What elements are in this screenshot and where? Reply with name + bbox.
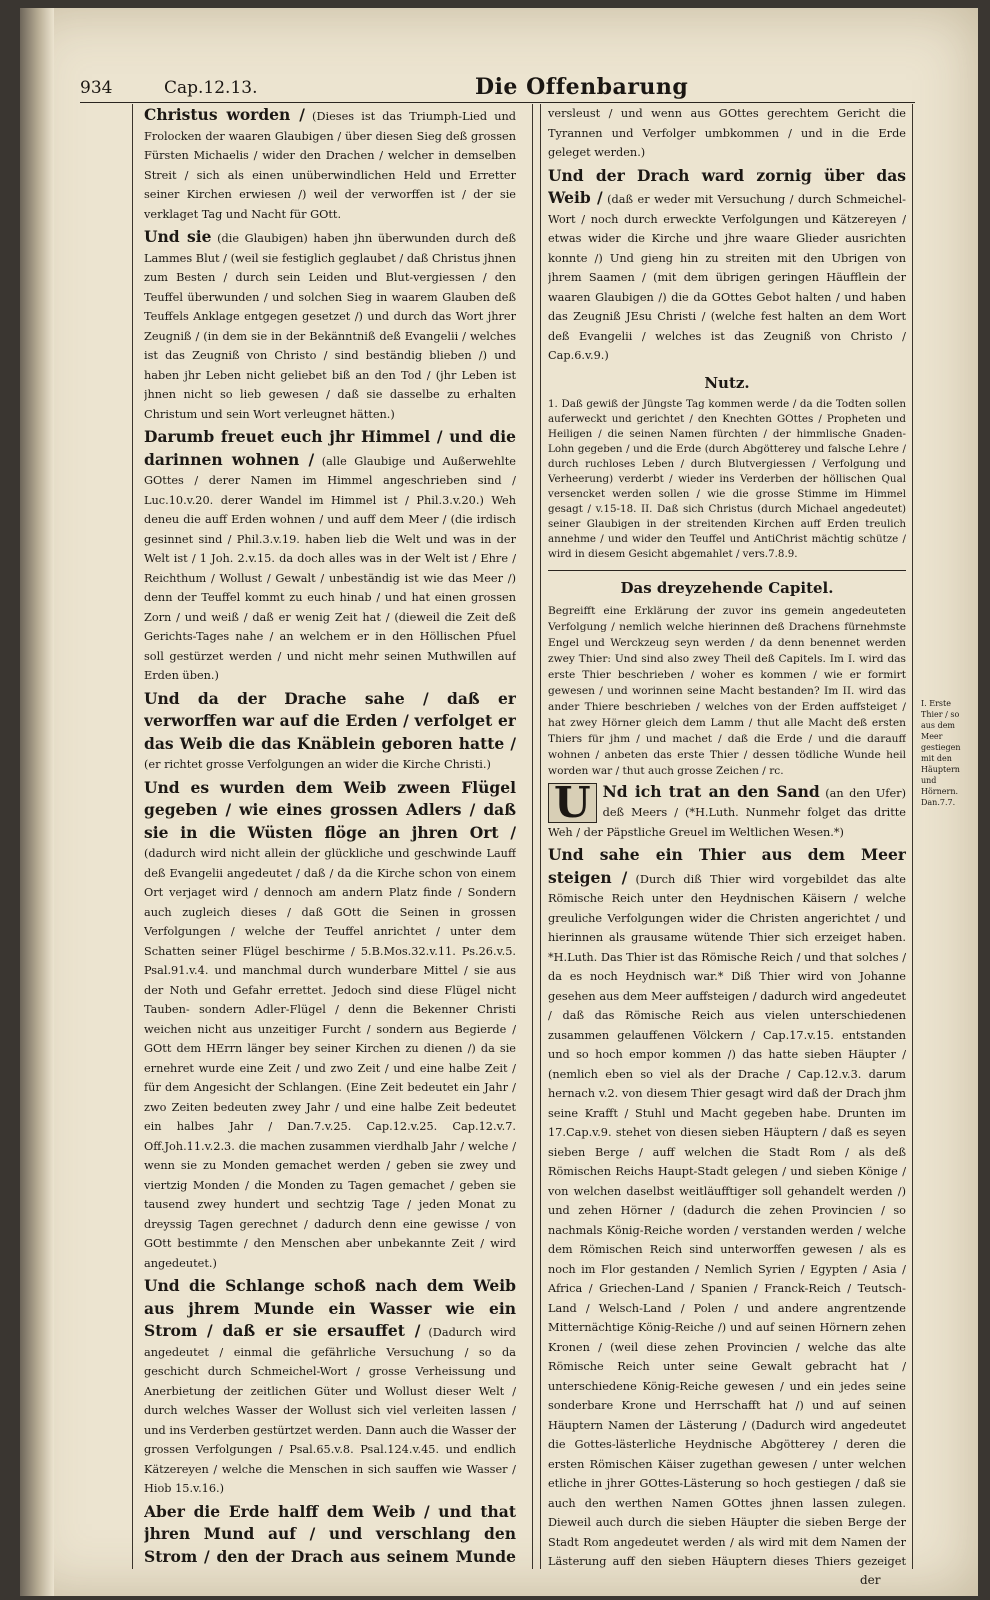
right-margin-rule	[912, 104, 913, 1569]
verse-lead: Nd ich trat an den Sand	[602, 781, 820, 801]
verse-lead: Aber die Erde halff dem Weib / und that jhren Mund auf / und verschlang den Strom / den der Drach aus seinem Munde	[144, 1501, 516, 1566]
chapter-reference: Cap.12.13.	[164, 78, 258, 98]
left-margin-rule	[132, 104, 133, 1569]
verse-lead: Und der Drach ward zornig über das Weib /	[548, 165, 906, 207]
verse-lead: Christus worden /	[144, 105, 305, 124]
drop-cap: U	[548, 783, 597, 823]
verse-gloss: (daß er weder mit Versuchung / durch Schmeichel-Wort / noch durch erweckte Verfolgungen und Kätzereyen / etwas wider die Kirche und jhre waare Glieder ausrichten konnte /) Und gieng hin zu streiten mit den Ubrigen von jhrem Saamen / (mit dem übrigen geringen Häufflein der waaren Glaubigen /) die da GOttes Gebot halten / und haben das Zeugniß JEsu Christi / (welche fest halten an dem Wort deß Evangelii / welches ist das Zeugniß von Christo / Cap.6.v.9.)	[548, 193, 906, 362]
verse-1	[548, 844, 906, 1569]
verse-gloss: (Dieses ist das Triumph-Lied und Frolocken der waaren Glaubigen / über diesen Sieg deß grossen Fürsten Michaelis / wider den Drachen / welcher in demselben Streit / sich als einen unüberwindlichen Held und Erretter seiner Kirchen erwiesen /) weil der verworffen ist / der sie verklaget Tag und Nacht für GOtt.	[144, 110, 516, 221]
verse-block	[144, 426, 516, 686]
verse-block	[144, 1275, 516, 1499]
catchword: der	[860, 1573, 881, 1587]
nutz-heading: Nutz.	[704, 373, 750, 392]
verse-17	[548, 165, 906, 366]
column-divider	[532, 104, 533, 1569]
verse-gloss: (dadurch wird nicht allein der glückliche und geschwinde Lauff deß Evangelii angedeutet / daß / da die Kirche schon von einem Ort verjaget wird / dennoch am andern Platz finde / Sondern auch zugleich dieses / daß GOtt die Seinen in grossen Verfolgungen / welche der Teuffel anrichtet / unter dem Schatten seiner Flügel beschirme / 5.B.Mos.32.v.11. Ps.26.v.5. Psal.91.v.4. und manchmal durch wunderbare Mittel / sie aus der Noth und Gefahr errettet. Jedoch sind diese Flügel nicht Tauben- sondern Adler-Flügel / denn die Bekenner Christi weichen nicht aus unzeitiger Furcht / sondern aus Begierde / GOtt dem HErrn länger bey seiner Kirchen zu dienen /) da sie ernehret wurde eine Zeit / und zwo Zeit / und eine halbe Zeit / für dem Angesicht der Schlangen. (Eine Zeit bedeutet ein Jahr / zwo Zeiten bedeuten zwey Jahr / und eine halbe Zeit bedeutet ein halbes Jahr / Dan.7.v.25. Cap.12.v.25. Cap.12.v.7. Off.Joh.11.v.2.3. die machen zusammen vierdhalb Jahr / welche / wenn sie zu Monden gemachet werden / geben sie zwey und viertzig Monden / die Monden zu Tagen gemachet / geben sie tausend zwey hundert und sechtzig Tage / jeden Monat zu dreyssig Tagen gerechnet / dadurch denn eine gewisse / von GOtt bestimmte / den Menschen aber unbekannte Zeit / wird angedeutet.)	[144, 847, 516, 1270]
verse-lead: Und sahe ein Thier aus dem Meer steigen /	[548, 845, 906, 887]
verse-lead: Und es wurden dem Weib zween Flügel gegeben / wie eines grossen Adlers / daß sie in die Wüsten flöge an jhren Ort /	[144, 777, 516, 842]
page-number: 934	[80, 78, 113, 98]
verse-block	[144, 226, 516, 424]
nutz-text: 1. Daß gewiß der Jüngste Tag kommen werde / da die Todten sollen auferweckt und gerichtet / den Knechten GOttes / Propheten und Heiligen / die seinen Namen fürchten / der himmlische Gnaden-Lohn gegeben / und die Erde (durch Abgötterey und falsche Lehre / durch ruchloses Leben / durch Blutvergiessen / Verfolgung und Verheerung) verderbt / wieder ins Verderben der höllischen Qual versencket werden sollen / wie die grosse Stimme im Himmel gesagt / v.15-18. II. Daß sich Christus (durch Michael angedeutet) seiner Glaubigen in der streitenden Kirchen auff Erden treulich annehme / und wider den Teuffel und AntiChrist mächtig schütze / wird in diesem Gesicht abgemahlet / vers.7.8.9.	[548, 398, 906, 560]
margin-note: I. Erste Thier / so aus dem Meer gestiegen mit den Häuptern und Hörnern. Dan.7.7.	[921, 699, 961, 807]
verse-lead: Und die Schlange schoß nach dem Weib aus jhrem Munde ein Wasser wie ein Strom / daß er sie ersauffet /	[144, 1276, 516, 1340]
verse-gloss: (Dadurch wird angedeutet / einmal die gefährliche Versuchung / so da geschicht durch Schmeichel-Wort / grosse Verheissung und Anerbietung der zeitlichen Güter und Wollust dieser Welt / durch welches Wasser der Wollust sich viel verleiten lassen / und ins Verderben gestürtzet werden. Dann auch die Wasser der grossen Verfolgungen / Psal.65.v.8. Psal.124.v.45. und endlich Kätzereyen / welche die Menschen in sich sauffen wie Wasser / Hiob 15.v.16.)	[144, 1326, 516, 1495]
verse-continuation: versleust / und wenn aus GOttes gerechtem Gericht die Tyrannen und Verfolger umbkommen / und in die Erde geleget werden.)	[548, 107, 906, 159]
verse-gloss: (alle Glaubige und Außerwehlte GOttes / derer Namen im Himmel angeschrieben sind / Luc.10.v.20. derer Wandel im Himmel ist / Phil.3.v.20.) Weh deneu die auff Erden wohnen / und auff dem Meer / (die irdisch gesinnet sind / Phil.3.v.19. haben lieb die Welt und was in der Welt ist / 1 Joh. 2.v.15. da doch alles was in der Welt ist / Ehre / Reichthum / Wollust / Gewalt / unbeständig ist wie das Meer /) denn der Teuffel kommt zu euch hinab / und hat einen grossen Zorn / und weiß / daß er wenig Zeit hat / (dieweil die Zeit deß Gerichts-Tages nahe / an welchem er in den Höllischen Pfuel soll gestürzet werden / und nicht mehr seinen Muthwillen auf Erden üben.)	[144, 454, 516, 682]
chapter-title: Das dreyzehende Capitel.	[620, 579, 834, 597]
page-header	[80, 68, 915, 103]
binding-gutter	[20, 8, 54, 1596]
left-column	[144, 104, 516, 1569]
column-divider-2	[540, 104, 541, 1569]
verse-block	[144, 688, 516, 775]
verse-lead: Und da der Drache sahe / daß er verworffen war auf die Erden / verfolget er das Weib die das Knäblein geboren hatte /	[144, 688, 516, 753]
book-page	[20, 8, 978, 1596]
section-rule	[548, 570, 906, 571]
chapter-summary: Begreifft eine Erklärung der zuvor ins gemein angedeuteten Verfolgung / nemlich welche hierinnen deß Drachens fürnehmste Engel und Werckzeug seyn werden / da denn benennet werden zwey Thier: Und sind also zwey Theil deß Capitels. Im I. wird das erste Thier beschrieben / woher es kommen / wie er formirt gewesen / und worinnen seine Macht bestanden? Im II. wird das ander Thiere beschrieben / welches von der Erden auffsteiget / hat zwey Hörner gleich dem Lamm / thut alle Macht deß ersten Thiers für jhm / und machet / daß die Erde / und die darauff wohnen / anbeten das erste Thier / dessen tödliche Wunde heil worden war / thut auch grosse Zeichen / rc.	[548, 604, 906, 777]
verse-gloss: (er richtet grosse Verfolgungen an wider die Kirche Christi.)	[144, 758, 491, 771]
running-title: Die Offenbarung	[475, 74, 689, 100]
verse-lead: Darumb freuet euch jhr Himmel / und die darinnen wohnen /	[144, 427, 516, 469]
verse-gloss: (Durch diß Thier wird vorgebildet das alte Römische Reich unter den Heydnischen Käisern / welche greuliche Verfolgungen wider die Christen angerichtet / und hierinnen als grausame wütende Thier sich erzeiget haben. *H.Luth. Das Thier ist das Römische Reich / und that solches / da es noch Heydnisch war.* Diß Thier wird von Johanne gesehen aus dem Meer auffsteigen / dadurch wird angedeutet / daß das Römische Reich aus vielen unterschiedenen zusammen gelauffenen Völckern / Cap.17.v.15. entstanden und so hoch empor kommen /) das hatte sieben Häupter / (nemlich eben so viel als der Drache / Cap.12.v.3. darum hernach v.2. von diesem Thier gesagt wird daß der Drach jhm seine Krafft / Stuhl und Macht gegeben habe. Drunten im 17.Cap.v.9. stehet von diesen sieben Häuptern / daß es seyen sieben Berge / auff welchen die Stadt Rom / als deß Römischen Reichs Haupt-Stadt gelegen / und sieben Könige / von welchen daselbst weitläufftiger soll gehandelt werden /) und zehen Hörner / (dadurch die zehen Provincien / so nachmals König-Reiche worden / verstanden werden / welche dem Römischen Reich sind unterworffen gewesen / als es noch im Flor gestanden / Nemlich Syrien / Egypten / Asia / Africa / Griechen-Land / Spanien / Franck-Reich / Teutsch-Land / Welsch-Land / Polen / und andere angrentzende Mitternächtige König-Reiche /) und auf seinen Hörnern zehen Kronen / (weil diese zehen Provincien / welche das alte Römische Reich unter seine Gewalt gebracht hat / unterschiedene König-Reiche gewesen / und ein jedes seine sonderbare Krone und Herrschafft hat /) und auf seinen Häuptern Namen der Lästerung / (Dadurch wird angedeutet die Gottes-lästerliche Heydnische Abgötterey / deren die ersten Römischen Käiser zugethan gewesen / unter welchen etliche in jhrer GOttes-Lästerung so hoch gestiegen / daß sie auch den werthen Namen GOttes jhnen lassen zulegen. Dieweil auch durch die sieben Häupter die sieben Berge der Stadt Rom angedeutet werden / als wird mit dem Namen der Lästerung auff den sieben Häuptern dieses Thiers gezeiget	[548, 872, 906, 1568]
verse-gloss: (an den Ufer) deß Meers / (*H.Luth. Nunmehr folget das dritte Weh / der Päpstliche Greuel im Weltlichen Wesen.*)	[548, 786, 906, 839]
right-column	[548, 104, 906, 1569]
verse-block	[144, 777, 516, 1274]
verse-gloss: (die Glaubigen) haben jhn überwunden durch deß Lammes Blut / (weil sie festiglich geglaubet / daß Christus jhnen zum Besten / durch sein Leiden und Blut-vergiessen / den Teuffel überwunden / und solchen Sieg in waarem Glauben deß Teuffels Anklage entgegen gesetzet /) und durch das Wort jhrer Zeugniß / (in dem sie in der Bekänntniß deß Evangelii / welches ist das Zeugniß von Christo / sind beständig blieben /) und haben jhr Leben nicht geliebet biß an den Tod / (jhr Leben ist jhnen nicht so lieb gewesen / daß sie dasselbe zu erhalten Christum und sein Wort verleugnet hätten.)	[144, 232, 516, 421]
verse-block	[144, 1501, 516, 1570]
verse-18	[548, 777, 906, 843]
verse-lead: Und sie	[144, 227, 212, 246]
verse-block	[144, 104, 516, 224]
